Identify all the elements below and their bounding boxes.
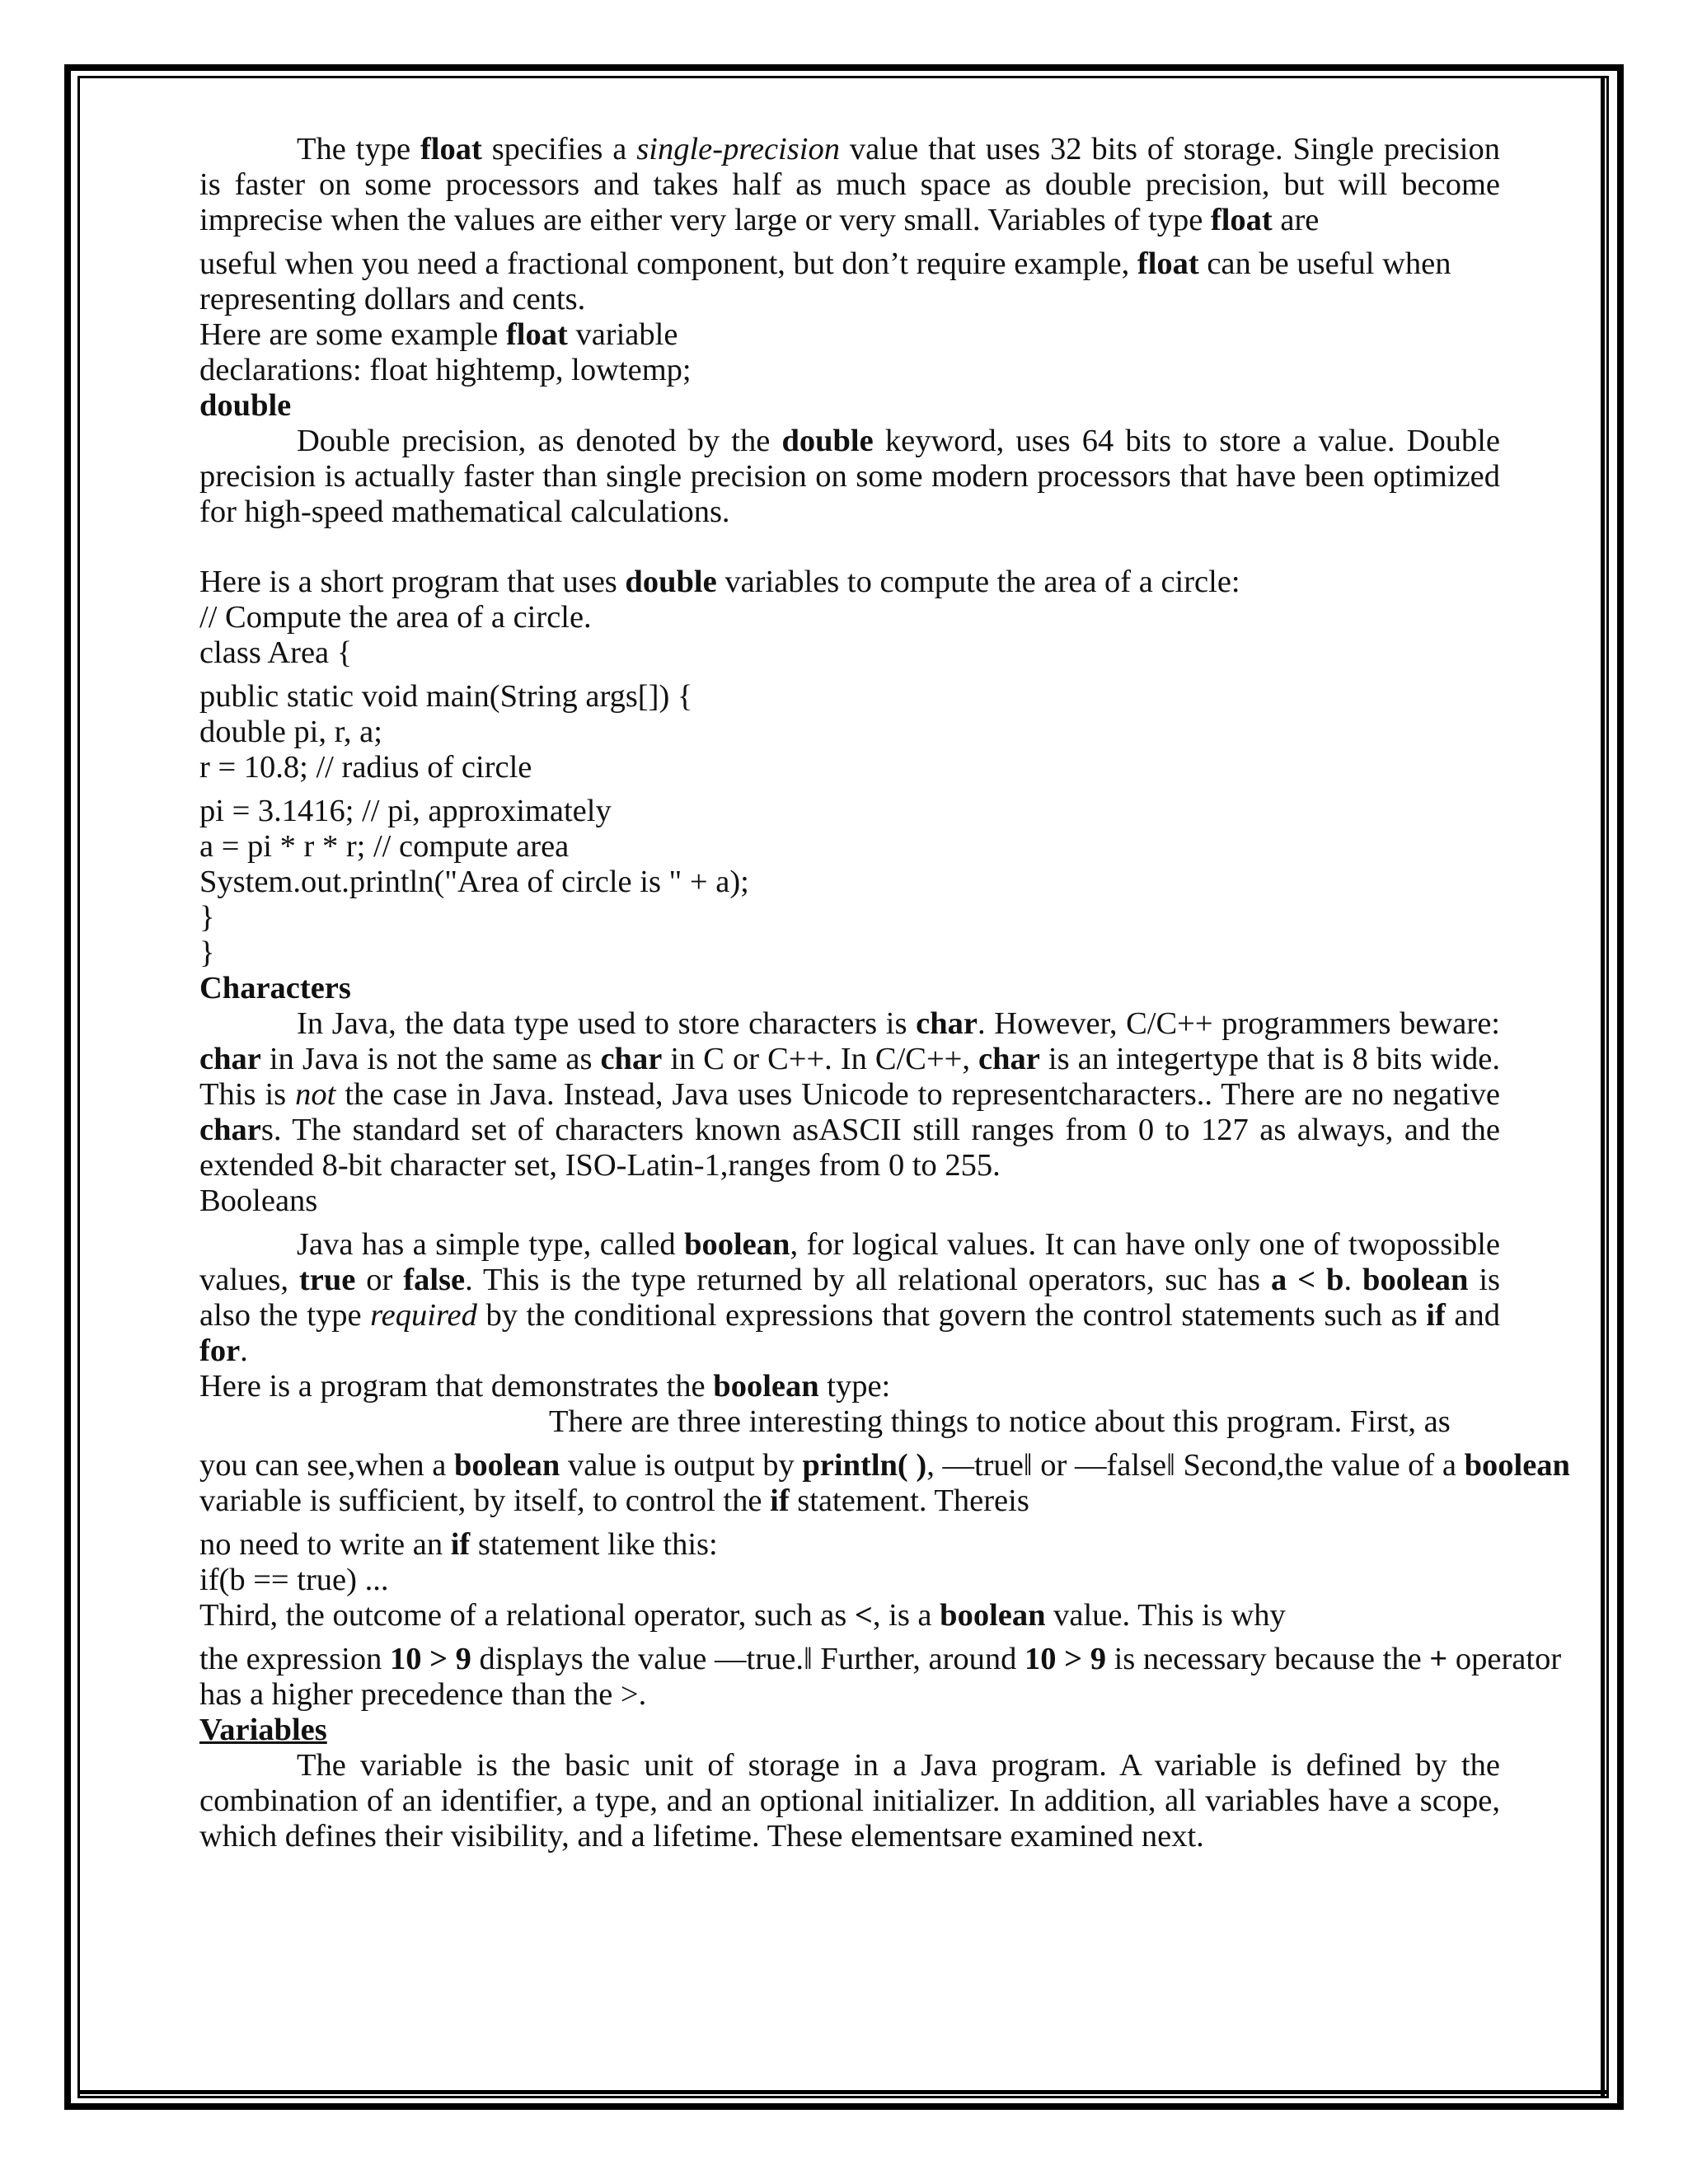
text: are	[1272, 203, 1320, 237]
text: variable	[567, 317, 678, 352]
text: value is output by	[560, 1448, 803, 1483]
text: is also the type	[199, 1263, 1501, 1333]
keyword: boolean	[1362, 1263, 1469, 1297]
keyword: char	[199, 1113, 261, 1147]
text: Here is a program that demonstrates the	[199, 1369, 714, 1404]
keyword: boolean	[940, 1598, 1046, 1633]
code-line: a = pi * r * r; // compute area	[199, 829, 570, 864]
text: Here are some example	[199, 317, 506, 352]
keyword: if	[450, 1527, 471, 1562]
keyword: boolean	[1464, 1448, 1570, 1483]
text: statement. Thereis	[789, 1483, 1029, 1518]
page-border-right-rule	[1601, 76, 1605, 2098]
text: is an integertype that is 8 bits wide. This is	[199, 1042, 1500, 1112]
double-paragraph	[199, 424, 1500, 530]
keyword: double	[781, 424, 874, 458]
text: statement like this:	[470, 1527, 718, 1562]
keyword: b	[1326, 1263, 1344, 1297]
notice-line-1: There are three interesting things to notice about this program. First, as	[549, 1404, 1451, 1439]
booleans-paragraph	[199, 1227, 1500, 1369]
text: the expression	[199, 1642, 390, 1676]
variables-heading: Variables	[199, 1713, 327, 1747]
keyword: char	[916, 1006, 978, 1041]
double-heading: double	[199, 388, 292, 423]
notice-line-4	[199, 1527, 1500, 1563]
text: , —true‖ or —false‖ Second,the value of a	[926, 1448, 1465, 1483]
code-line: System.out.println("Area of circle is " + a);	[199, 865, 749, 899]
text: useful when you need a fractional component, but don’t require example,	[199, 246, 1137, 281]
code-line: public static void main(String args[]) {	[199, 679, 693, 714]
text: variables to compute the area of a circle:	[716, 565, 1240, 599]
text: value that uses 32 bits of storage. Single precision is faster on some processors and takes half as much space as double precision, but will become imprecise when the values are either very large or very small. Variables of type	[199, 132, 1500, 237]
text: keyword, uses 64 bits to store a value. Double precision is actually faster than single precision on some modern processors that have been optimized for high-speed mathematical calculations.	[199, 424, 1500, 529]
notice-line-7: has a higher precedence than the >.	[199, 1677, 647, 1712]
text: in C or C++. In C/C++,	[662, 1042, 979, 1076]
text: operator	[1447, 1642, 1562, 1676]
text: . This is the type returned by all relational operators, suc has	[465, 1263, 1271, 1297]
page-content	[199, 132, 1570, 1854]
booleans-heading: Booleans	[199, 1183, 318, 1218]
boolean-program-intro	[199, 1369, 1500, 1404]
keyword: float	[1210, 203, 1273, 237]
code-line: double pi, r, a;	[199, 715, 382, 749]
text: displays the value —true.‖ Further, around	[471, 1642, 1025, 1676]
text: value. This is why	[1045, 1598, 1286, 1633]
code-line: // Compute the area of a circle.	[199, 600, 592, 635]
code-line: r = 10.8; // radius of circle	[199, 750, 532, 785]
text: s. The standard set of characters known asASCII still ranges from 0 to 127 as always, and the extended 8-bit character set, ISO-Latin-1,ranges from 0 to 255.	[199, 1113, 1500, 1183]
keyword: char	[199, 1042, 261, 1076]
keyword: char	[978, 1042, 1040, 1076]
text: . However, C/C++ programmers beware:	[977, 1006, 1500, 1041]
text: can be useful when representing dollars and cents.	[199, 246, 1451, 316]
text: .	[240, 1333, 248, 1368]
keyword: <	[854, 1598, 873, 1633]
area-intro	[199, 565, 1500, 600]
keyword: boolean	[453, 1448, 560, 1483]
text: , for logical values. It can have only one of twopossible values,	[199, 1227, 1501, 1297]
keyword: false	[403, 1263, 466, 1297]
float-declaration-line: declarations: float hightemp, lowtemp;	[199, 353, 692, 387]
keyword: float	[1137, 246, 1199, 281]
notice-line-6	[199, 1642, 1562, 1677]
emphasis: single-precision	[636, 132, 840, 166]
keyword: if	[770, 1483, 790, 1518]
text: .	[1343, 1263, 1363, 1297]
keyword: if	[1426, 1298, 1446, 1333]
text: or	[355, 1263, 404, 1297]
keyword: 10 > 9	[389, 1642, 471, 1676]
code-line: }	[199, 935, 215, 970]
keyword: true	[298, 1263, 356, 1297]
keyword: float	[505, 317, 568, 352]
float-paragraph-continued	[199, 246, 1500, 317]
text: by the conditional expressions that govern the control statements such as	[476, 1298, 1427, 1333]
text: Here is a short program that uses	[199, 565, 626, 599]
code-listing	[199, 600, 1500, 971]
text: The type	[297, 132, 420, 166]
text: no need to write an	[199, 1527, 451, 1562]
text: you can see,when a	[199, 1448, 454, 1483]
text: is necessary because the	[1105, 1642, 1430, 1676]
text: variable is sufficient, by itself, to control the	[199, 1483, 771, 1518]
notice-line-5	[199, 1598, 1500, 1633]
keyword: boolean	[713, 1369, 819, 1404]
float-example-line	[199, 317, 1500, 353]
emphasis: required	[370, 1298, 477, 1333]
notice-code-line: if(b == true) ...	[199, 1563, 389, 1597]
text: type:	[818, 1369, 891, 1404]
keyword: for	[199, 1333, 241, 1368]
text: Double precision, as denoted by the	[297, 424, 782, 458]
keyword: +	[1429, 1642, 1448, 1676]
keyword: double	[625, 565, 717, 599]
text: In Java, the data type used to store characters is	[297, 1006, 917, 1041]
code-line: }	[199, 900, 215, 935]
code-line: class Area {	[199, 635, 353, 670]
keyword: boolean	[684, 1227, 790, 1262]
keyword: char	[600, 1042, 663, 1076]
page-border-bottom-rule	[77, 2090, 1609, 2094]
keyword: float	[420, 132, 482, 166]
text: Third, the outcome of a relational operator, such as	[199, 1598, 855, 1633]
emphasis: not	[295, 1077, 336, 1112]
notice-line-2	[199, 1448, 1570, 1483]
notice-line-3	[199, 1483, 1500, 1519]
text: and	[1445, 1298, 1500, 1333]
code-line: pi = 3.1416; // pi, approximately	[199, 794, 612, 828]
text: the case in Java. Instead, Java uses Unicode to representcharacters.. There are no negative	[335, 1077, 1500, 1112]
keyword: a <	[1270, 1263, 1316, 1297]
float-paragraph	[199, 132, 1500, 238]
variables-paragraph: The variable is the basic unit of storage in a Java program. A variable is defined by the combination of an identifier, a type, and an optional initializer. In addition, all variables have a scope, which defines their visibility, and a lifetime. These elementsare examined next.	[199, 1748, 1500, 1854]
text: Java has a simple type, called	[297, 1227, 685, 1262]
text: in Java is not the same as	[260, 1042, 601, 1076]
text: , is a	[872, 1598, 940, 1633]
keyword: 10 > 9	[1025, 1642, 1106, 1676]
text: specifies a	[481, 132, 637, 166]
keyword: println( )	[802, 1448, 927, 1483]
characters-paragraph	[199, 1006, 1500, 1183]
characters-heading: Characters	[199, 971, 351, 1005]
